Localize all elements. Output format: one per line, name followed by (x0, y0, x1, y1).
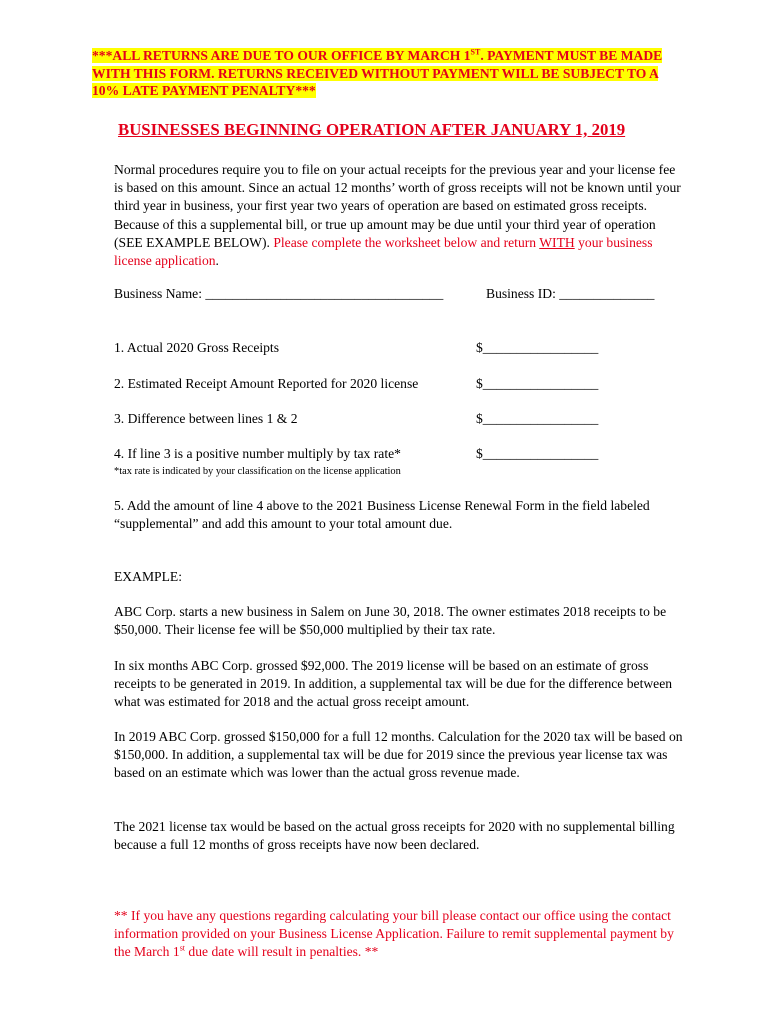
line-2-label: 2. Estimated Receipt Amount Reported for 2020 license (114, 376, 419, 391)
intro-text: Normal procedures require you to file on your actual receipts for the previous year and your license fee is based on this amount. Since an actual 12 months’ worth of gross receipts will not be known until your third year in business, your first year two years of operation are based on estimated gross receipts. Because of this a supplemental bill, or true up amount may be due until your third year of operation (SEE EXAMPLE BELOW). (114, 162, 681, 250)
footer-text-end: due date will result in penalties. ** (185, 944, 379, 960)
example-paragraph-4: The 2021 license tax would be based on the actual gross receipts for 2020 with no supplemental billing because a full 12 months of gross receipts have now been declared. (114, 819, 675, 853)
page-title: BUSINESSES BEGINNING OPERATION AFTER JANUARY 1, 2019 (118, 120, 626, 139)
example-paragraph-2: In six months ABC Corp. grossed $92,000. The 2019 license will be based on an estimate of gross receipts to be generated in 2019. In addition, a supplemental tax will be due for the difference between what was estimated for 2018 and the actual gross receipt amount. (114, 658, 673, 710)
line-3-amount-field[interactable]: $_________________ (476, 411, 599, 426)
line-5-instruction: 5. Add the amount of line 4 above to the 2021 Business License Renewal Form in the field labeled “supplemental” and add this amount to your total amount due. (114, 498, 650, 532)
intro-instruction-start: Please complete the worksheet below and return (273, 234, 540, 250)
line-4-label: 4. If line 3 is a positive number multiply by tax rate* (114, 446, 401, 461)
notice-text-end: . PAYMENT MUST BE MADE WITH THIS FORM. RETURNS RECEIVED WITHOUT PAYMENT WILL BE SUBJECT TO A 10% LATE PAYMENT PENALTY*** (92, 48, 663, 98)
example-paragraph-1: ABC Corp. starts a new business in Salem on June 30, 2018. The owner estimates 2018 receipts to be $50,000. Their license fee will be $50,000 multiplied by their tax rate. (114, 604, 667, 638)
line-1-label: 1. Actual 2020 Gross Receipts (114, 340, 279, 355)
footer-superscript: st (179, 943, 186, 953)
due-date-notice (92, 47, 672, 100)
business-id-field[interactable]: Business ID: ______________ (486, 286, 655, 301)
intro-instruction-with: WITH (539, 234, 575, 250)
tax-rate-note: *tax rate is indicated by your classification on the license application (114, 466, 401, 477)
intro-period: . (215, 253, 219, 269)
line-1-amount-field[interactable]: $_________________ (476, 340, 599, 355)
notice-text-start: ***ALL RETURNS ARE DUE TO OUR OFFICE BY MARCH 1 (92, 48, 471, 63)
intro-instruction-end: your business license application (114, 234, 653, 269)
intro-paragraph (114, 161, 684, 270)
example-heading: EXAMPLE: (114, 569, 182, 584)
notice-superscript: ST (470, 47, 481, 57)
business-name-field[interactable]: Business Name: ___________________________________ (114, 286, 444, 301)
line-3-label: 3. Difference between lines 1 & 2 (114, 411, 298, 426)
footer-text-start: ** If you have any questions regarding calculating your bill please contact our office using the contact information provided on your Business License Application. Failure to remit supplemental payment by the March 1 (114, 908, 674, 960)
contact-footer-note (114, 907, 674, 962)
line-2-amount-field[interactable]: $_________________ (476, 376, 599, 391)
line-4-amount-field[interactable]: $_________________ (476, 446, 599, 461)
example-paragraph-3: In 2019 ABC Corp. grossed $150,000 for a full 12 months. Calculation for the 2020 tax will be based on $150,000. In addition, a supplemental tax will be due for 2019 since the previous year license tax was based on an estimate which was lower than the actual gross revenue made. (114, 729, 683, 781)
